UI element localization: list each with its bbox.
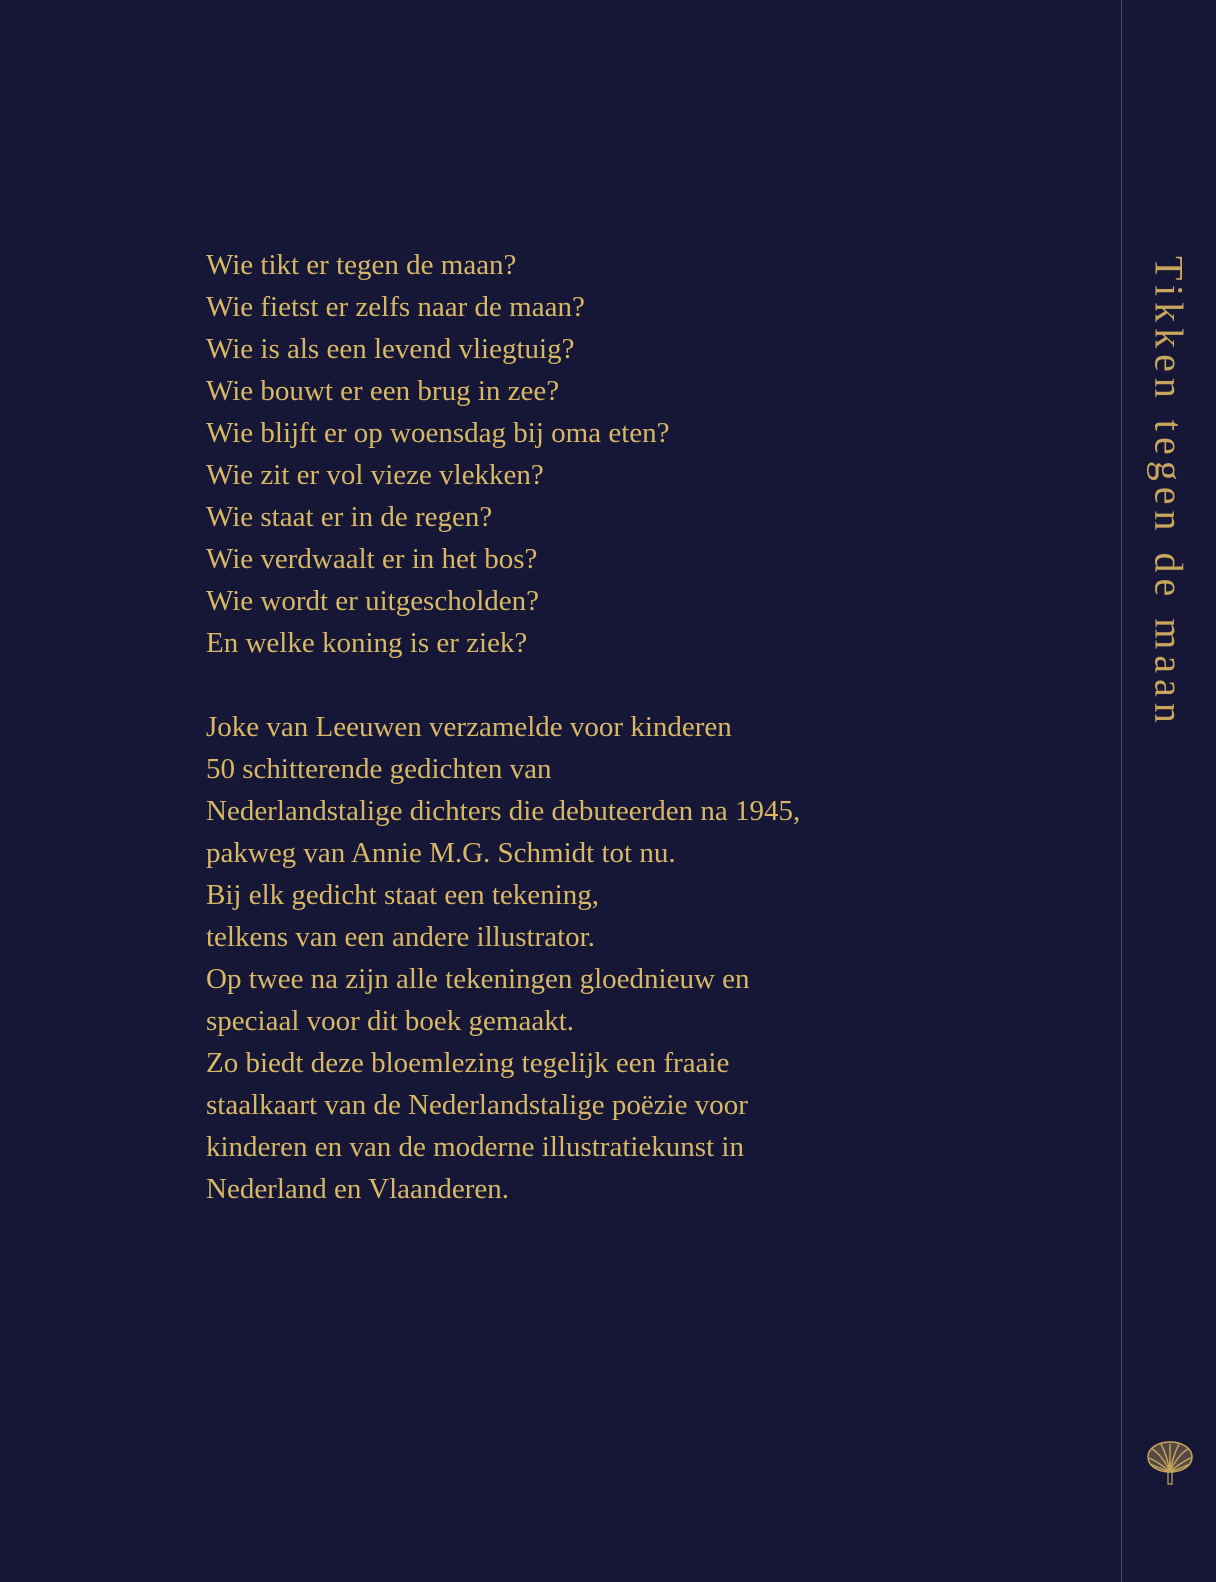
blurb-line: telkens van een andere illustrator. xyxy=(206,921,595,953)
blurb-line: Nederland en Vlaanderen. xyxy=(206,1173,510,1205)
blurb-line: Joke van Leeuwen verzamelde voor kinderen xyxy=(206,711,732,743)
blurb-line: speciaal voor dit boek gemaakt. xyxy=(206,1005,575,1037)
blurb-line: Bij elk gedicht staat een tekening, xyxy=(206,879,599,911)
teaser-line: Wie blijft er op woensdag bij oma eten? xyxy=(206,417,670,449)
teaser-line: Wie bouwt er een brug in zee? xyxy=(206,375,560,407)
teaser-line: Wie fietst er zelfs naar de maan? xyxy=(206,291,585,323)
blurb-line: Zo biedt deze bloemlezing tegelijk een fraaie xyxy=(206,1047,730,1079)
teaser-line: Wie is als een levend vliegtuig? xyxy=(206,333,575,365)
blurb-line: kinderen en van de moderne illustratiekunst in xyxy=(206,1131,744,1163)
back-cover-text xyxy=(206,244,966,1210)
teaser-questions xyxy=(206,244,966,664)
blurb-line: Nederlandstalige dichters die debuteerden na 1945, xyxy=(206,795,801,827)
blurb-paragraph xyxy=(206,706,966,1210)
teaser-line: Wie staat er in de regen? xyxy=(206,501,493,533)
blurb-line: 50 schitterende gedichten van xyxy=(206,753,552,785)
teaser-line: Wie wordt er uitgescholden? xyxy=(206,585,540,617)
blurb-line: staalkaart van de Nederlandstalige poëzie voor xyxy=(206,1089,748,1121)
teaser-line: Wie verdwaalt er in het bos? xyxy=(206,543,538,575)
teaser-line: Wie zit er vol vieze vlekken? xyxy=(206,459,544,491)
tree-logo-icon xyxy=(1144,1436,1196,1488)
teaser-line: En welke koning is er ziek? xyxy=(206,627,528,659)
spine-title: Tikken tegen de maan xyxy=(1146,256,1192,729)
blurb-line: Op twee na zijn alle tekeningen gloednieuw en xyxy=(206,963,750,995)
book-spine xyxy=(1122,0,1216,1582)
blurb-line: pakweg van Annie M.G. Schmidt tot nu. xyxy=(206,837,676,869)
teaser-line: Wie tikt er tegen de maan? xyxy=(206,249,517,281)
